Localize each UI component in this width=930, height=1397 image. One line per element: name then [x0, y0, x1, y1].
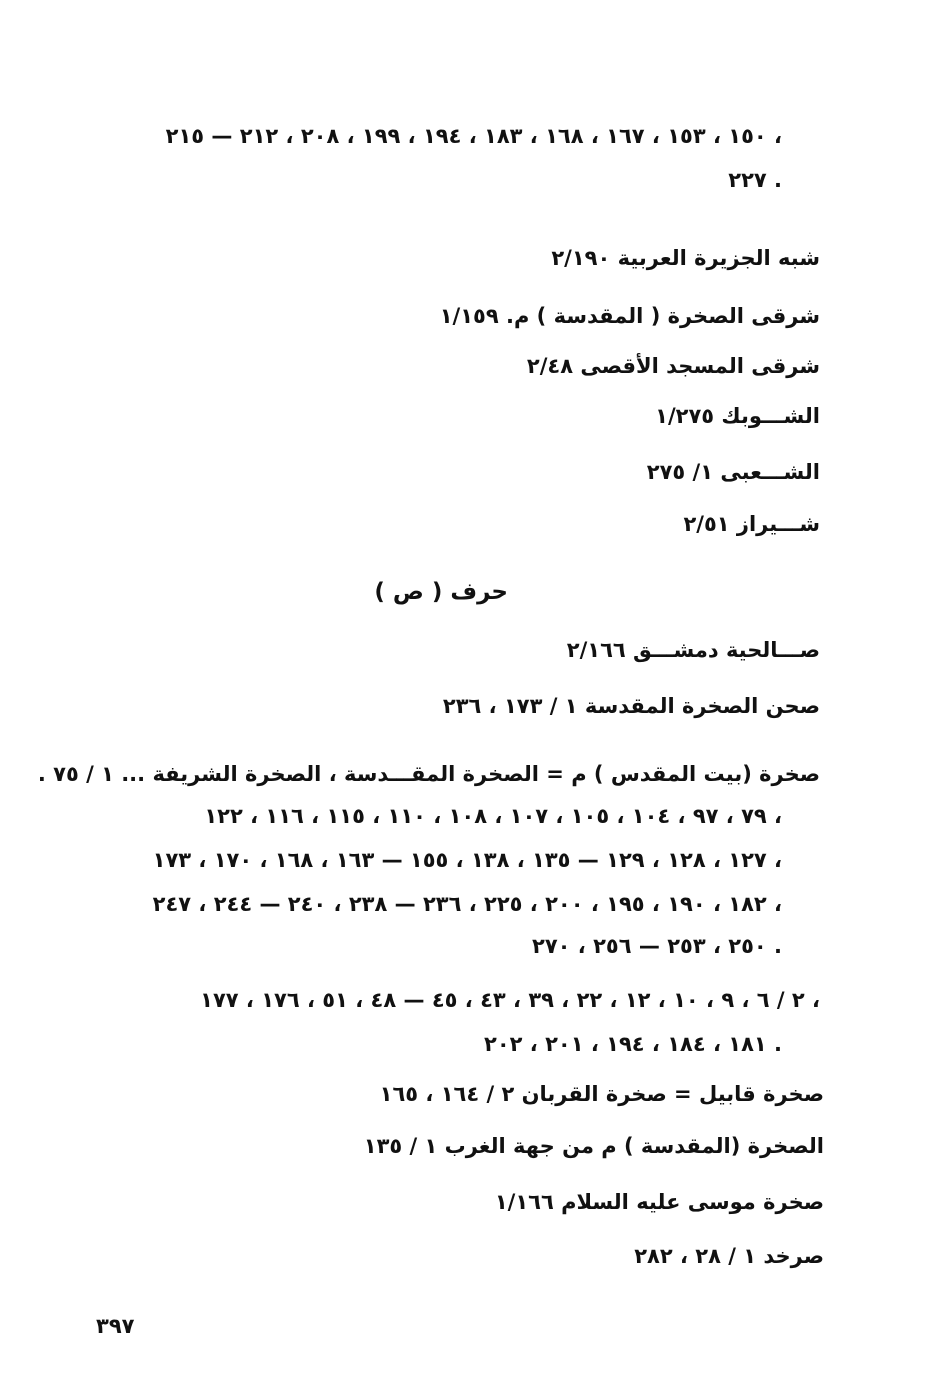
- index-entry: شرقى المسجد الأقصى ٢/٤٨: [526, 354, 820, 378]
- index-line: ١٢٧ ، ١٢٨ ، ١٢٩ — ١٣٥ ، ١٣٨ ، ١٥٥ — ١٦٣ ، ١٦٨ ، ١٧٠ ، ١٧٣ ،: [152, 848, 782, 872]
- index-entry: الشـــعبى ١/ ٢٧٥: [646, 460, 820, 484]
- index-entry: شـــيراز ٢/٥١: [683, 512, 820, 536]
- index-line: ١٨١ ، ١٨٤ ، ١٩٤ ، ٢٠١ ، ٢٠٢ .: [484, 1032, 782, 1056]
- index-line: ٢٢٧ .: [728, 168, 782, 192]
- index-entry: صرخد ١ / ٢٨ ، ٢٨٢: [634, 1244, 824, 1268]
- index-entry: صخرة قابيل = صخرة القربان ٢ / ١٦٤ ، ١٦٥: [379, 1082, 824, 1106]
- index-line: ٢٥٠ ، ٢٥٣ — ٢٥٦ ، ٢٧٠ .: [532, 934, 782, 958]
- section-heading: حرف ( ص ): [374, 579, 508, 605]
- page-number: ٣٩٧: [96, 1314, 135, 1338]
- index-entry: صخرة (بيت المقدس ) م = الصخرة المقـــدسة ، الصخرة الشريفة ... ١ / ٧٥ .: [37, 762, 820, 786]
- index-entry: الصخرة (المقدسة ) م من جهة الغرب ١ / ١٣٥: [363, 1134, 824, 1158]
- index-entry: صـــالحية دمشـــق ٢/١٦٦: [566, 638, 820, 662]
- index-line: ٧٩ ، ٩٧ ، ١٠٤ ، ١٠٥ ، ١٠٧ ، ١٠٨ ، ١١٠ ، ١١٥ ، ١١٦ ، ١٢٢ ،: [204, 804, 782, 828]
- index-line: ٢ / ٦ ، ٩ ، ١٠ ، ١٢ ، ٢٢ ، ٣٩ ، ٤٣ ، ٤٥ — ٤٨ ، ٥١ ، ١٧٦ ، ١٧٧ ،: [200, 988, 820, 1012]
- index-line: ١٨٢ ، ١٩٠ ، ١٩٥ ، ٢٠٠ ، ٢٢٥ ، ٢٣٦ — ٢٣٨ ، ٢٤٠ — ٢٤٤ ، ٢٤٧ ،: [152, 892, 782, 916]
- index-entry: شبه الجزيرة العربية ٢/١٩٠: [551, 246, 820, 270]
- index-line: ١٥٠ ، ١٥٣ ، ١٦٧ ، ١٦٨ ، ١٨٣ ، ١٩٤ ، ١٩٩ ، ٢٠٨ ، ٢١٢ — ٢١٥ ،: [165, 124, 782, 148]
- index-entry: صخرة موسى عليه السلام ١/١٦٦: [494, 1190, 824, 1214]
- index-entry: صحن الصخرة المقدسة ١ / ١٧٣ ، ٢٣٦: [442, 694, 820, 718]
- index-entry: شرقى الصخرة ( المقدسة ) م. ١/١٥٩: [439, 304, 820, 328]
- index-entry: الشـــوبك ١/٢٧٥: [655, 404, 820, 428]
